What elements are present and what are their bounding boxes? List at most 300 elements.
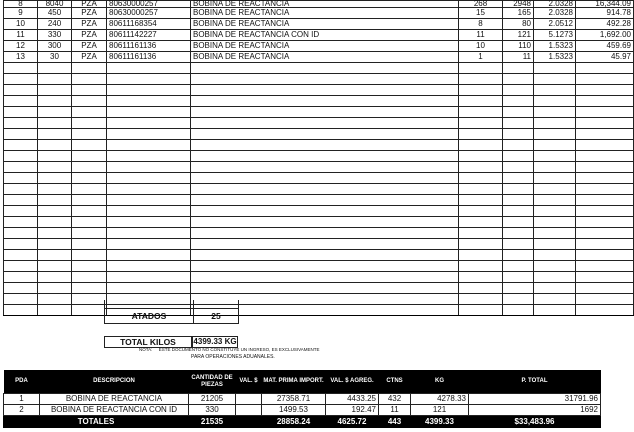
empty-cell xyxy=(191,74,459,85)
empty-cell xyxy=(534,195,576,206)
cell-unit: PZA xyxy=(72,52,107,63)
cell-ctns: 10 xyxy=(459,41,503,52)
empty-cell xyxy=(107,96,191,107)
empty-cell xyxy=(72,118,107,129)
empty-cell xyxy=(4,151,38,162)
item-row xyxy=(4,30,634,41)
cell-total: 492.28 xyxy=(576,19,634,30)
empty-cell xyxy=(72,96,107,107)
summary-row xyxy=(4,394,601,405)
empty-cell xyxy=(534,129,576,140)
empty-cell xyxy=(4,206,38,217)
empty-cell xyxy=(576,173,634,184)
empty-cell xyxy=(38,184,72,195)
cell-unit: PZA xyxy=(72,41,107,52)
empty-cell xyxy=(72,305,107,316)
empty-cell xyxy=(459,305,503,316)
empty-cell xyxy=(459,96,503,107)
cell-kg: 2948 xyxy=(503,1,534,8)
atados-box xyxy=(104,308,239,324)
empty-cell xyxy=(459,173,503,184)
empty-cell xyxy=(503,140,534,151)
empty-cell xyxy=(503,261,534,272)
empty-row xyxy=(4,305,634,316)
empty-cell xyxy=(534,118,576,129)
empty-cell xyxy=(107,217,191,228)
empty-cell xyxy=(503,195,534,206)
cell-seq: 13 xyxy=(4,52,38,63)
cell-total: 31791.96 xyxy=(469,394,601,405)
cell-qty: 330 xyxy=(189,405,236,416)
empty-cell xyxy=(38,250,72,261)
empty-cell xyxy=(191,118,459,129)
empty-cell xyxy=(107,250,191,261)
cell-price: 1.5323 xyxy=(534,52,576,63)
totals-agreg: 4625.72 xyxy=(326,416,379,428)
cell-unit: PZA xyxy=(72,1,107,8)
cell-unit: PZA xyxy=(72,30,107,41)
empty-cell xyxy=(459,162,503,173)
totals-ctns: 443 xyxy=(379,416,411,428)
empty-cell xyxy=(191,195,459,206)
empty-cell xyxy=(72,239,107,250)
empty-cell xyxy=(534,184,576,195)
empty-cell xyxy=(72,250,107,261)
cell-desc: BOBINA DE REACTANCIA xyxy=(191,1,459,8)
empty-cell xyxy=(72,162,107,173)
cell-total: 459.69 xyxy=(576,41,634,52)
empty-cell xyxy=(107,173,191,184)
empty-cell xyxy=(4,96,38,107)
empty-row xyxy=(4,140,634,151)
empty-cell xyxy=(459,272,503,283)
empty-cell xyxy=(38,173,72,184)
empty-cell xyxy=(576,107,634,118)
cell-seq: 11 xyxy=(4,30,38,41)
empty-cell xyxy=(72,85,107,96)
empty-cell xyxy=(191,63,459,74)
empty-cell xyxy=(4,272,38,283)
empty-cell xyxy=(107,206,191,217)
empty-cell xyxy=(191,85,459,96)
empty-cell xyxy=(4,118,38,129)
empty-cell xyxy=(38,151,72,162)
empty-cell xyxy=(72,107,107,118)
totals-val xyxy=(236,416,262,428)
empty-cell xyxy=(4,140,38,151)
empty-row xyxy=(4,118,634,129)
empty-cell xyxy=(107,239,191,250)
empty-row xyxy=(4,272,634,283)
header-mat-prima: MAT. PRIMA IMPORT. xyxy=(262,370,326,394)
cell-kg: 121 xyxy=(411,405,469,416)
empty-row xyxy=(4,283,634,294)
item-row xyxy=(4,52,634,63)
cell-price: 2.0328 xyxy=(534,8,576,19)
empty-cell xyxy=(503,74,534,85)
empty-cell xyxy=(107,140,191,151)
empty-cell xyxy=(503,63,534,74)
empty-cell xyxy=(576,162,634,173)
empty-cell xyxy=(459,239,503,250)
cell-qty: 240 xyxy=(38,19,72,30)
cell-ctns: 268 xyxy=(459,1,503,8)
empty-cell xyxy=(38,85,72,96)
empty-row xyxy=(4,74,634,85)
empty-cell xyxy=(191,261,459,272)
empty-cell xyxy=(191,162,459,173)
cell-agreg: 4433.25 xyxy=(326,394,379,405)
empty-cell xyxy=(534,305,576,316)
empty-cell xyxy=(503,129,534,140)
empty-cell xyxy=(72,261,107,272)
empty-cell xyxy=(576,129,634,140)
empty-cell xyxy=(38,107,72,118)
customs-note xyxy=(139,347,320,360)
cell-mat: 1499.53 xyxy=(262,405,326,416)
totals-total: $33,483.96 xyxy=(469,416,601,428)
cell-price: 5.1273 xyxy=(534,30,576,41)
empty-cell xyxy=(191,129,459,140)
cell-unit: PZA xyxy=(72,8,107,19)
empty-cell xyxy=(4,129,38,140)
empty-cell xyxy=(534,250,576,261)
empty-cell xyxy=(576,184,634,195)
empty-cell xyxy=(534,140,576,151)
empty-cell xyxy=(459,85,503,96)
cell-part: 80630000257 xyxy=(107,8,191,19)
empty-cell xyxy=(576,217,634,228)
empty-cell xyxy=(4,74,38,85)
empty-row xyxy=(4,162,634,173)
empty-row xyxy=(4,184,634,195)
empty-cell xyxy=(38,63,72,74)
empty-cell xyxy=(534,239,576,250)
empty-cell xyxy=(191,173,459,184)
empty-cell xyxy=(576,85,634,96)
note-line-2: PARA OPERACIONES ADUANALES. xyxy=(191,354,275,360)
total-kilos-box xyxy=(104,336,237,347)
cell-ctns: 11 xyxy=(379,405,411,416)
cell-seq: 12 xyxy=(4,41,38,52)
cell-qty: 450 xyxy=(38,8,72,19)
cell-desc: BOBINA DE REACTANCIA xyxy=(191,52,459,63)
header-p-total: P. TOTAL xyxy=(469,370,601,394)
empty-cell xyxy=(38,74,72,85)
summary-row xyxy=(4,405,601,416)
empty-row xyxy=(4,228,634,239)
empty-cell xyxy=(191,151,459,162)
empty-cell xyxy=(576,206,634,217)
cell-part: 80630000257 xyxy=(107,1,191,8)
empty-cell xyxy=(38,96,72,107)
empty-cell xyxy=(459,151,503,162)
empty-cell xyxy=(4,228,38,239)
empty-cell xyxy=(38,118,72,129)
empty-cell xyxy=(576,74,634,85)
empty-cell xyxy=(107,162,191,173)
empty-cell xyxy=(534,294,576,305)
empty-cell xyxy=(503,228,534,239)
empty-cell xyxy=(576,283,634,294)
header-cantidad: CANTIDAD DE PIEZAS xyxy=(189,370,236,394)
empty-cell xyxy=(503,294,534,305)
summary-table xyxy=(3,370,601,428)
empty-cell xyxy=(534,85,576,96)
empty-cell xyxy=(534,74,576,85)
empty-cell xyxy=(191,140,459,151)
empty-cell xyxy=(38,272,72,283)
empty-cell xyxy=(4,283,38,294)
cell-agreg: 192.47 xyxy=(326,405,379,416)
empty-cell xyxy=(459,195,503,206)
empty-cell xyxy=(534,107,576,118)
empty-cell xyxy=(534,217,576,228)
header-ctns: CTNS xyxy=(379,370,411,394)
cell-seq: 8 xyxy=(4,1,38,8)
cell-mat: 27358.71 xyxy=(262,394,326,405)
cell-total: 16,344.09 xyxy=(576,1,634,8)
empty-cell xyxy=(576,151,634,162)
empty-cell xyxy=(503,206,534,217)
empty-cell xyxy=(576,195,634,206)
empty-cell xyxy=(503,283,534,294)
empty-cell xyxy=(534,96,576,107)
empty-row xyxy=(4,195,634,206)
cell-total: 45.97 xyxy=(576,52,634,63)
cell-ctns: 432 xyxy=(379,394,411,405)
cell-seq: 10 xyxy=(4,19,38,30)
empty-cell xyxy=(459,118,503,129)
empty-cell xyxy=(38,228,72,239)
atados-label: ATADOS xyxy=(105,309,194,323)
cell-part: 80611168354 xyxy=(107,19,191,30)
empty-row xyxy=(4,85,634,96)
empty-cell xyxy=(72,283,107,294)
totals-row xyxy=(4,416,601,428)
empty-cell xyxy=(4,250,38,261)
cell-ctns: 15 xyxy=(459,8,503,19)
item-row xyxy=(4,19,634,30)
atados-connector xyxy=(104,300,239,308)
empty-cell xyxy=(534,272,576,283)
empty-row xyxy=(4,261,634,272)
cell-part: 80611161136 xyxy=(107,41,191,52)
empty-cell xyxy=(459,294,503,305)
empty-cell xyxy=(38,283,72,294)
empty-cell xyxy=(72,195,107,206)
empty-cell xyxy=(503,239,534,250)
cell-unit: PZA xyxy=(72,19,107,30)
empty-cell xyxy=(576,228,634,239)
totals-label: TOTALES xyxy=(4,416,189,428)
empty-row xyxy=(4,206,634,217)
empty-cell xyxy=(576,118,634,129)
empty-cell xyxy=(459,250,503,261)
empty-cell xyxy=(38,162,72,173)
empty-cell xyxy=(191,206,459,217)
item-row xyxy=(4,1,634,8)
empty-cell xyxy=(4,217,38,228)
empty-cell xyxy=(4,184,38,195)
cell-kg: 4278.33 xyxy=(411,394,469,405)
empty-cell xyxy=(4,261,38,272)
empty-cell xyxy=(38,217,72,228)
empty-cell xyxy=(503,250,534,261)
empty-cell xyxy=(4,305,38,316)
empty-cell xyxy=(503,272,534,283)
empty-cell xyxy=(503,96,534,107)
cell-qty: 330 xyxy=(38,30,72,41)
empty-cell xyxy=(576,261,634,272)
empty-cell xyxy=(38,129,72,140)
empty-cell xyxy=(503,184,534,195)
empty-row xyxy=(4,173,634,184)
empty-cell xyxy=(576,63,634,74)
cell-desc: BOBINA DE REACTANCIA xyxy=(40,394,189,405)
empty-cell xyxy=(459,261,503,272)
cell-kg: 11 xyxy=(503,52,534,63)
items-table xyxy=(3,0,634,316)
empty-row xyxy=(4,96,634,107)
header-descripcion: DESCRIPCION xyxy=(40,370,189,394)
total-kilos-label: TOTAL KILOS xyxy=(104,336,192,348)
empty-cell xyxy=(4,107,38,118)
cell-qty: 21205 xyxy=(189,394,236,405)
cell-qty: 8040 xyxy=(38,1,72,8)
empty-cell xyxy=(503,107,534,118)
empty-cell xyxy=(72,140,107,151)
empty-cell xyxy=(107,272,191,283)
empty-cell xyxy=(459,283,503,294)
cell-qty: 30 xyxy=(38,52,72,63)
header-val-agreg: VAL. $ AGREG. xyxy=(326,370,379,394)
note-label: NOTA: xyxy=(139,347,153,352)
empty-cell xyxy=(191,250,459,261)
empty-cell xyxy=(534,206,576,217)
cell-kg: 165 xyxy=(503,8,534,19)
empty-cell xyxy=(459,107,503,118)
empty-cell xyxy=(459,217,503,228)
empty-cell xyxy=(459,228,503,239)
cell-part: 80611161136 xyxy=(107,52,191,63)
empty-cell xyxy=(534,151,576,162)
empty-cell xyxy=(459,63,503,74)
empty-cell xyxy=(72,272,107,283)
empty-cell xyxy=(503,305,534,316)
empty-cell xyxy=(107,184,191,195)
empty-cell xyxy=(107,283,191,294)
cell-ctns: 1 xyxy=(459,52,503,63)
empty-cell xyxy=(107,228,191,239)
cell-pda: 2 xyxy=(4,405,40,416)
empty-cell xyxy=(38,140,72,151)
cell-desc: BOBINA DE REACTANCIA xyxy=(191,8,459,19)
empty-cell xyxy=(107,151,191,162)
empty-cell xyxy=(191,217,459,228)
empty-cell xyxy=(72,173,107,184)
empty-row xyxy=(4,294,634,305)
empty-cell xyxy=(38,239,72,250)
empty-cell xyxy=(503,85,534,96)
empty-cell xyxy=(72,206,107,217)
empty-cell xyxy=(534,162,576,173)
empty-row xyxy=(4,151,634,162)
empty-cell xyxy=(4,195,38,206)
empty-cell xyxy=(503,151,534,162)
empty-cell xyxy=(107,195,191,206)
empty-cell xyxy=(459,140,503,151)
cell-total: 1692 xyxy=(469,405,601,416)
total-kilos-value: 4399.33 KG xyxy=(193,337,237,346)
empty-cell xyxy=(576,140,634,151)
empty-cell xyxy=(534,283,576,294)
totals-qty: 21535 xyxy=(189,416,236,428)
empty-cell xyxy=(191,107,459,118)
empty-cell xyxy=(191,272,459,283)
note-line-1: ESTE DOCUMENTO NO CONSTITUYE UN INGRESO, ES EXCLUSIVAMENTE xyxy=(158,347,320,352)
empty-cell xyxy=(459,206,503,217)
atados-value: 25 xyxy=(211,311,221,321)
empty-cell xyxy=(107,74,191,85)
totals-mat: 28858.24 xyxy=(262,416,326,428)
cell-desc: BOBINA DE REACTANCIA xyxy=(191,19,459,30)
empty-cell xyxy=(503,118,534,129)
empty-row xyxy=(4,107,634,118)
empty-cell xyxy=(576,272,634,283)
cell-pda: 1 xyxy=(4,394,40,405)
empty-row xyxy=(4,250,634,261)
empty-cell xyxy=(4,63,38,74)
cell-kg: 121 xyxy=(503,30,534,41)
cell-price: 2.0512 xyxy=(534,19,576,30)
empty-cell xyxy=(459,184,503,195)
empty-cell xyxy=(38,305,72,316)
cell-desc: BOBINA DE REACTANCIA xyxy=(191,41,459,52)
summary-header-row xyxy=(4,370,601,394)
empty-cell xyxy=(191,96,459,107)
empty-cell xyxy=(107,107,191,118)
empty-cell xyxy=(72,129,107,140)
empty-cell xyxy=(107,85,191,96)
empty-row xyxy=(4,63,634,74)
empty-cell xyxy=(107,261,191,272)
empty-cell xyxy=(191,239,459,250)
cell-price: 2.0328 xyxy=(534,1,576,8)
empty-cell xyxy=(72,74,107,85)
cell-kg: 80 xyxy=(503,19,534,30)
cell-total: 1,692.00 xyxy=(576,30,634,41)
cell-total: 914.78 xyxy=(576,8,634,19)
empty-cell xyxy=(576,294,634,305)
empty-cell xyxy=(191,283,459,294)
header-kg: KG xyxy=(411,370,469,394)
empty-cell xyxy=(459,74,503,85)
empty-cell xyxy=(72,184,107,195)
cell-kg: 110 xyxy=(503,41,534,52)
empty-cell xyxy=(534,173,576,184)
empty-cell xyxy=(576,305,634,316)
empty-cell xyxy=(38,195,72,206)
empty-cell xyxy=(72,151,107,162)
empty-cell xyxy=(4,85,38,96)
cell-ctns: 11 xyxy=(459,30,503,41)
empty-row xyxy=(4,217,634,228)
empty-cell xyxy=(459,129,503,140)
empty-cell xyxy=(503,173,534,184)
item-row xyxy=(4,8,634,19)
cell-desc: BOBINA DE REACTANCIA CON ID xyxy=(191,30,459,41)
